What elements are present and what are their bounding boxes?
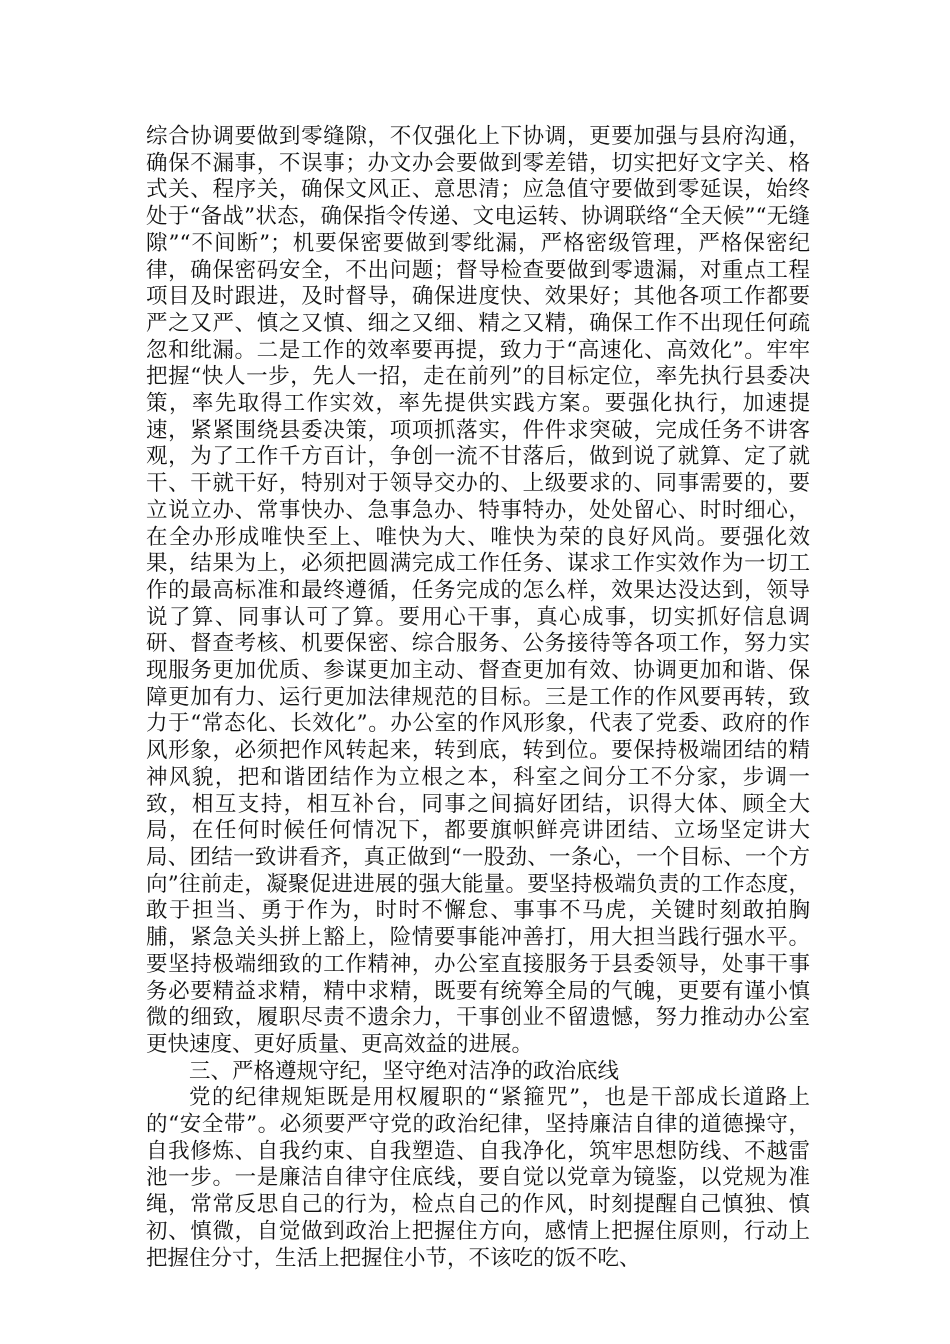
body-paragraph: 综合协调要做到零缝隙，不仅强化上下协调，更要加强与县府沟通，确保不漏事，不误事；办文办会要做到零差错，切实把好文字关、格式关、程序关，确保文风正、意思清；应急值守要做到零延误，始终处于“备战”状态，确保指令传递、文电运转、协调联络“全天候”“无缝隙”“不间断”；机要保密要做到零纰漏，严格密级管理，严格保密纪律，确保密码安全，不出问题；督导检查要做到零遗漏，对重点工程项目及时跟进，及时督导，确保进度快、效果好；其他各项工作都要严之又严、慎之又慎、细之又细、精之又精，确保工作不出现任何疏忽和纰漏。二是工作的效率要再提，致力于“高速化、高效化”。牢牢把握“快人一步，先人一招，走在前列”的目标定位，率先执行县委决策，率先取得工作实效，率先提供实践方案。要强化执行，加速提速，紧紧围绕县委决策，项项抓落实，件件求突破，完成任务不讲客观，为了工作千方百计，争创一流不甘落后，做到说了就算、定了就干、干就干好，特别对于领导交办的、上级要求的、同事需要的，要立说立办、常事快办、急事急办、特事特办，处处留心、时时细心，在全办形成唯快至上、唯快为大、唯快为荣的良好风尚。要强化效果，结果为上，必须把圆满完成工作任务、谋求工作实效作为一切工作的最高标准和最终遵循，任务完成的怎么样，效果达没达到，领导说了算、同事认可了算。要用心干事，真心成事，切实抓好信息调研、督查考核、机要保密、综合服务、公务接待等各项工作，努力实现服务更加优质、参谋更加主动、督查更加有效、协调更加和谐、保障更加有力、运行更加法律规范的目标。三是工作的作风要再转，致力于“常态化、长效化”。办公室的作风形象，代表了党委、政府的作风形象，必须把作风转起来，转到底，转到位。要保持极端团结的精神风貌，把和谐团结作为立根之本，科室之间分工不分家，步调一致，相互支持，相互补台，同事之间搞好团结，识得大体、顾全大局，在任何时候任何情况下，都要旗帜鲜亮讲团结、立场坚定讲大局、团结一致讲看齐，真正做到“一股劲、一条心，一个目标、一个方向”往前走，凝聚促进进展的强大能量。要坚持极端负责的工作态度，敢于担当、勇于作为，时时不懈怠、事事不马虎，关键时刻敢拍胸脯，紧急关头拼上豁上，险情要事能冲善打，用大担当践行强水平。要坚持极端细致的工作精神，办公室直接服务于县委领导，处事干事务必要精益求精，精中求精，既要有统筹全局的气魄，更要有谨小慎微的细致，履职尽责不遗余力，干事创业不留遗憾，努力推动办公室更快速度、更好质量、更高效益的进展。 <box>146 124 810 1057</box>
document-body <box>146 124 810 1272</box>
section-heading: 三、严格遵规守纪，坚守绝对洁净的政治底线 <box>189 1058 620 1084</box>
body-paragraph-closing: 党的纪律规矩既是用权履职的“紧箍咒”，也是干部成长道路上的“安全带”。必须要严守党的政治纪律，坚持廉洁自律的道德操守，自我修炼、自我约束、自我塑造、自我净化，筑牢思想防线、不越雷池一步。一是廉洁自律守住底线，要自觉以党章为镜鉴，以党规为准绳，常常反思自己的行为，检点自己的作风，时刻提醒自己慎独、慎初、慎微，自觉做到政治上把握住方向，感情上把握住原则，行动上把握住分寸，生活上把握住小节，不该吃的饭不吃、 <box>146 1085 810 1271</box>
